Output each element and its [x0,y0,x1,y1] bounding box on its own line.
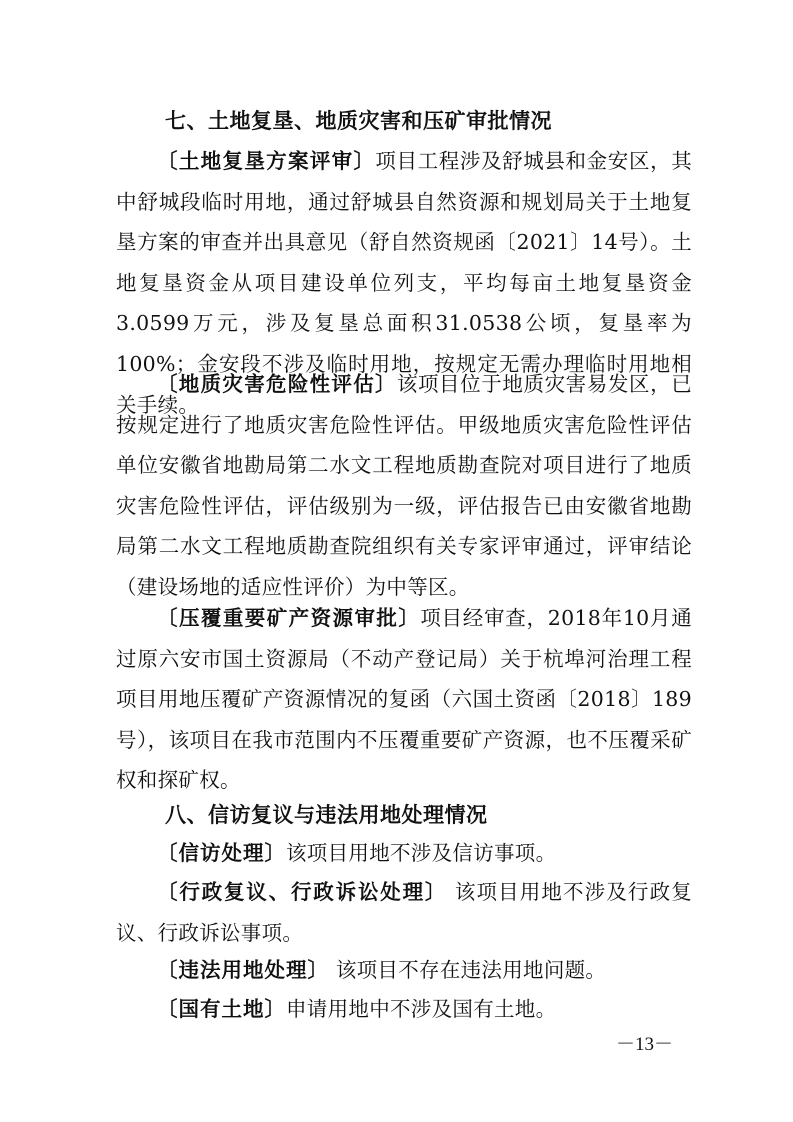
page-number: －13－ [616,1034,674,1055]
section-heading-land-reclamation: 七、土地复垦、地质灾害和压矿审批情况 [165,109,552,133]
paragraph-text: 申请用地中不涉及国有土地。 [286,997,557,1021]
paragraph-label: 〔国有土地〕 [157,997,286,1021]
paragraph-text: 该项目用地不涉及信访事项。 [286,841,557,865]
paragraph-text: 该项目用地不涉及行政复议、行政诉讼事项。 [116,880,692,945]
paragraph-text: 该项目不存在违法用地问题。 [329,958,607,982]
paragraph-state-owned-land [116,989,692,1030]
paragraph-label: 〔违法用地处理〕 [157,958,329,982]
paragraph-illegal-land-use [116,950,692,991]
paragraph-label: 〔地质灾害危险性评估〕 [157,372,397,396]
paragraph-label: 〔土地复垦方案评审〕 [157,149,376,173]
paragraph-petition-handling [116,833,692,874]
paragraph-geological-hazard [116,364,692,608]
paragraph-label: 〔压覆重要矿产资源审批〕 [157,606,421,630]
paragraph-text: 项目经审查，2018年10月通过原六安市国土资源局（不动产登记局）关于杭埠河治理工程项目用地压覆矿产资源情况的复函（六国土资函〔2018〕189号），该项目在我市范围内不压覆重要矿产资源，也不压覆采矿权和探矿权。 [116,606,692,793]
section-heading-petition-review: 八、信访复议与违法用地处理情况 [165,803,488,827]
paragraph-mineral-resources [116,598,692,801]
paragraph-administrative-review [116,872,692,953]
paragraph-text: 项目工程涉及舒城县和金安区，其中舒城段临时用地，通过舒城县自然资源和规划局关于土地复垦方案的审查并出具意见（舒自然资规函〔2021〕14号）。土地复垦资金从项目建设单位列支，平均每亩土地复垦资金3.0599万元，涉及复垦总面积31.0538公顷，复垦率为100%；金安段不涉及临时用地，按规定无需办理临时用地相关手续。 [116,149,693,417]
paragraph-label: 〔行政复议、行政诉讼处理〕 [157,880,448,904]
paragraph-text: 该项目位于地质灾害易发区，已按规定进行了地质灾害危险性评估。甲级地质灾害危险性评估单位安徽省地勘局第二水文工程地质勘查院对项目进行了地质灾害危险性评估，评估级别为一级，评估报告已由安徽省地勘局第二水文工程地质勘查院组织有关专家评审通过，评审结论（建设场地的适应性评价）为中等区。 [116,372,692,599]
paragraph-label: 〔信访处理〕 [157,841,286,865]
